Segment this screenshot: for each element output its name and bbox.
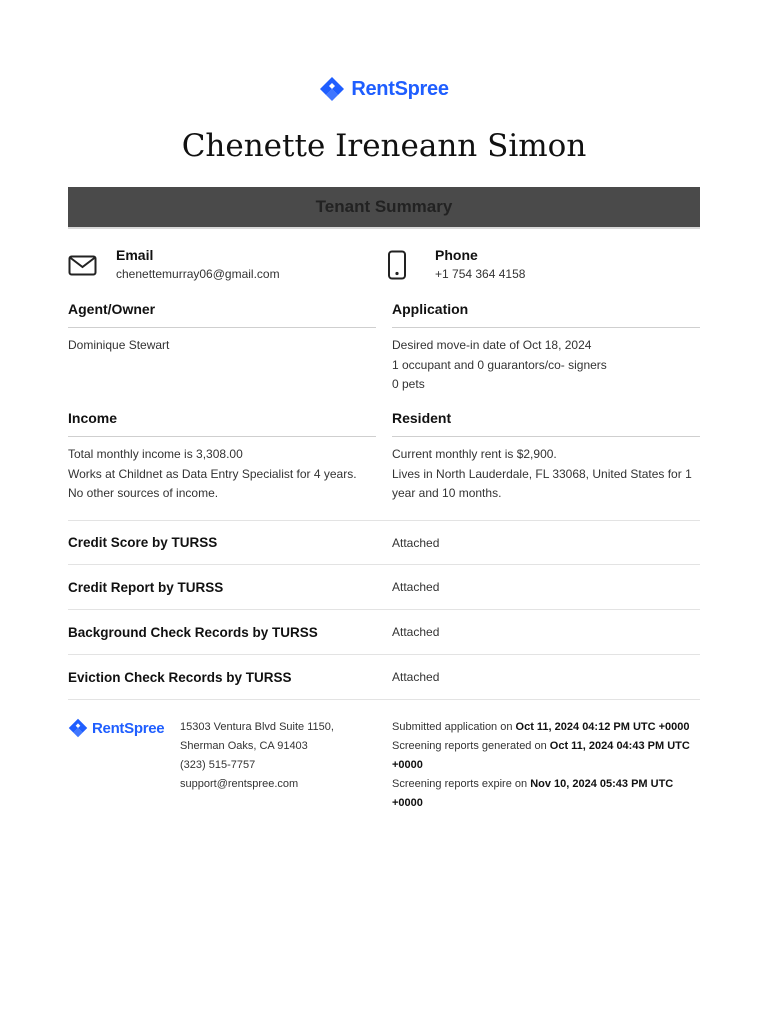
phone-value: +1 754 364 4158	[435, 267, 526, 281]
email-value: chenettemurray06@gmail.com	[116, 267, 280, 281]
income-block	[68, 407, 376, 504]
report-row-background-check	[68, 610, 700, 655]
resident-block	[392, 407, 700, 504]
submitted-date: Oct 11, 2024 04:12 PM UTC +0000	[515, 721, 690, 733]
rentspree-logo-icon	[319, 76, 345, 102]
application-block	[392, 298, 700, 395]
report-row-credit-score	[68, 520, 700, 565]
submitted-prefix: Submitted application on	[392, 721, 516, 733]
report-status: Attached	[392, 580, 440, 594]
email-contact	[68, 246, 280, 283]
logo-text: RentSpree	[351, 77, 449, 100]
resident-line: Lives in North Lauderdale, FL 33068, United States for 1	[392, 466, 692, 481]
resident-line: Current monthly rent is $2,900.	[392, 447, 557, 461]
report-status: Attached	[392, 625, 440, 639]
generated-line	[392, 737, 702, 756]
report-name: Background Check Records by TURSS	[68, 624, 318, 640]
agent-owner-block	[68, 298, 376, 356]
company-address	[180, 718, 334, 794]
resident-line: year and 10 months.	[392, 486, 502, 500]
generated-date-tz: +0000	[392, 759, 423, 771]
mobile-phone-icon	[384, 250, 414, 280]
income-line: Total monthly income is 3,308.00	[68, 447, 243, 461]
expires-prefix: Screening reports expire on	[392, 778, 531, 790]
report-name: Eviction Check Records by TURSS	[68, 669, 292, 685]
application-title: Application	[392, 298, 700, 328]
section-title: Tenant Summary	[315, 197, 453, 216]
company-email: support@rentspree.com	[180, 778, 299, 790]
section-header	[68, 187, 700, 229]
application-line: Desired move-in date of Oct 18, 2024	[392, 338, 592, 352]
income-title: Income	[68, 407, 376, 437]
expires-line	[392, 775, 702, 813]
rentspree-logo-icon	[68, 718, 88, 738]
email-label: Email	[116, 247, 154, 263]
generated-prefix: Screening reports generated on	[392, 740, 550, 752]
generated-date: Oct 11, 2024 04:43 PM UTC	[549, 740, 690, 752]
income-line: Works at Childnet as Data Entry Specialist for 4 years.	[68, 466, 357, 481]
company-phone: (323) 515-7757	[180, 759, 256, 771]
submitted-line	[392, 718, 702, 737]
report-name: Credit Report by TURSS	[68, 579, 224, 595]
agent-name: Dominique Stewart	[68, 338, 170, 352]
submission-info	[392, 718, 702, 813]
income-line: No other sources of income.	[68, 486, 219, 500]
resident-title: Resident	[392, 407, 700, 437]
report-row-credit-report	[68, 565, 700, 610]
rentspree-logo	[0, 76, 768, 102]
application-line: 1 occupant and 0 guarantors/co- signers	[392, 357, 607, 372]
expires-date: Nov 10, 2024 05:43 PM UTC +0000	[392, 778, 674, 809]
generated-line-cont	[392, 756, 702, 775]
phone-contact	[384, 246, 525, 283]
agent-owner-title: Agent/Owner	[68, 298, 376, 328]
footer-logo-text: RentSpree	[92, 719, 165, 737]
footer-rentspree-logo	[68, 718, 164, 738]
report-name: Credit Score by TURSS	[68, 535, 218, 550]
application-line: 0 pets	[392, 377, 425, 391]
report-status: Attached	[392, 535, 440, 550]
envelope-icon	[68, 250, 98, 280]
report-row-eviction-check	[68, 655, 700, 700]
address-line: Sherman Oaks, CA 91403	[180, 740, 308, 752]
phone-label: Phone	[435, 247, 478, 263]
address-line: 15303 Ventura Blvd Suite 1150,	[180, 721, 334, 733]
applicant-name: Chenette Ireneann Simon	[181, 128, 587, 164]
report-status: Attached	[392, 670, 440, 684]
